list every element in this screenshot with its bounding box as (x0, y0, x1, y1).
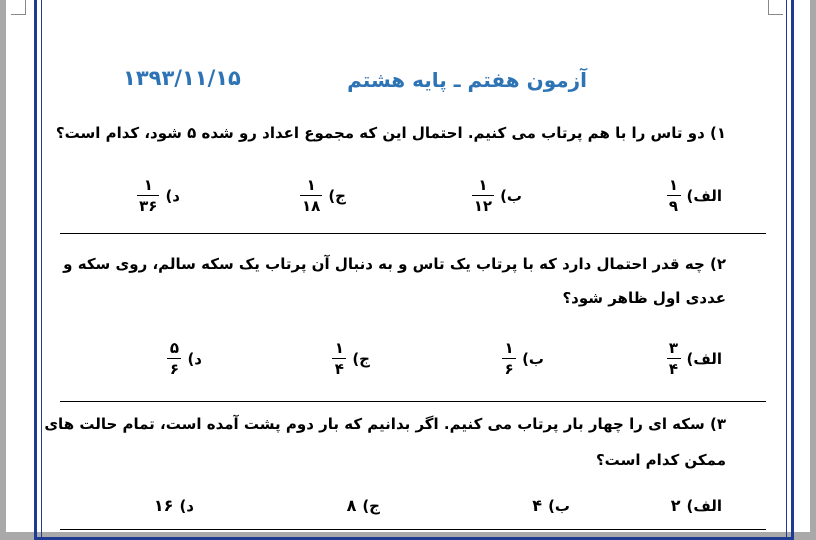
question-3-text-line-1: ۳) سکه ای را چهار بار پرتاب می کنیم. اگر بدانیم که بار دوم پشت آمده است، تمام حالت های (44, 415, 726, 433)
q3-option-a[interactable] (671, 496, 722, 515)
option-label: د) (165, 187, 180, 205)
fraction-numerator: ۱ (306, 176, 316, 194)
option-label: ج) (362, 496, 380, 515)
q1-option-a[interactable] (667, 178, 723, 214)
option-label: الف) (686, 187, 722, 205)
fraction-numerator: ۵ (169, 339, 180, 357)
option-value: ۱۶ (153, 496, 174, 515)
fraction (300, 178, 322, 214)
fraction-denominator: ۹ (668, 197, 679, 215)
fraction-numerator: ۱ (334, 339, 344, 357)
fraction-denominator: ۳۶ (139, 197, 158, 215)
fraction (667, 341, 681, 377)
option-label: الف) (686, 350, 722, 368)
fraction (472, 178, 494, 214)
option-value: ۸ (346, 496, 357, 515)
q1-option-d[interactable] (137, 178, 180, 214)
option-label: ب) (548, 496, 570, 515)
fraction-numerator: ۱ (478, 176, 488, 194)
option-label: ج) (328, 187, 346, 205)
fraction-denominator: ۴ (668, 360, 679, 378)
option-label: ج) (352, 350, 370, 368)
option-label: الف) (686, 496, 722, 515)
option-label: ب) (500, 187, 522, 205)
q2-option-c[interactable] (332, 341, 370, 377)
exam-date: ۱۳۹۳/۱۱/۱۵ (123, 66, 241, 90)
question-divider (60, 233, 766, 234)
fraction-numerator: ۱ (143, 176, 153, 194)
question-2-text-line-2: عددی اول ظاهر شود؟ (562, 289, 726, 307)
option-label: د) (187, 350, 202, 368)
crop-mark-top-left (11, 0, 26, 15)
fraction-denominator: ۱۲ (473, 197, 493, 215)
q1-option-c[interactable] (300, 178, 346, 214)
fraction (137, 178, 159, 214)
option-value: ۲ (670, 496, 681, 515)
fraction (332, 341, 346, 377)
question-3-text-line-2: ممکن کدام است؟ (595, 451, 726, 469)
fraction-denominator: ۱۸ (302, 197, 321, 215)
option-label: ب) (522, 350, 544, 368)
fraction-denominator: ۶ (169, 360, 180, 378)
q1-option-b[interactable] (472, 178, 522, 214)
fraction-numerator: ۳ (668, 339, 679, 357)
q3-option-c[interactable] (347, 496, 380, 515)
q2-option-d[interactable] (167, 341, 202, 377)
question-1-text: ۱) دو تاس را با هم پرتاب می کنیم. احتمال این که مجموع اعداد رو شده ۵ شود، کدام است؟ (55, 124, 726, 142)
fraction (502, 341, 516, 377)
option-label: د) (179, 496, 194, 515)
fraction-numerator: ۱ (504, 339, 514, 357)
fraction-denominator: ۶ (504, 360, 514, 378)
fraction (167, 341, 181, 377)
question-divider (60, 529, 766, 530)
fraction (667, 178, 681, 214)
fraction-numerator: ۱ (668, 176, 679, 194)
question-2-text-line-1: ۲) چه قدر احتمال دارد که با پرتاب یک تاس و به دنبال آن پرتاب یک سکه سالم، روی سکه و (63, 255, 726, 273)
q2-option-a[interactable] (667, 341, 723, 377)
q2-option-b[interactable] (502, 341, 544, 377)
question-divider (60, 401, 766, 402)
q3-option-d[interactable] (154, 496, 194, 515)
q3-option-b[interactable] (532, 496, 570, 515)
exam-title: آزمون هفتم ـ پایه هشتم (347, 68, 587, 92)
option-value: ۴ (532, 496, 543, 515)
fraction-denominator: ۴ (334, 360, 344, 378)
